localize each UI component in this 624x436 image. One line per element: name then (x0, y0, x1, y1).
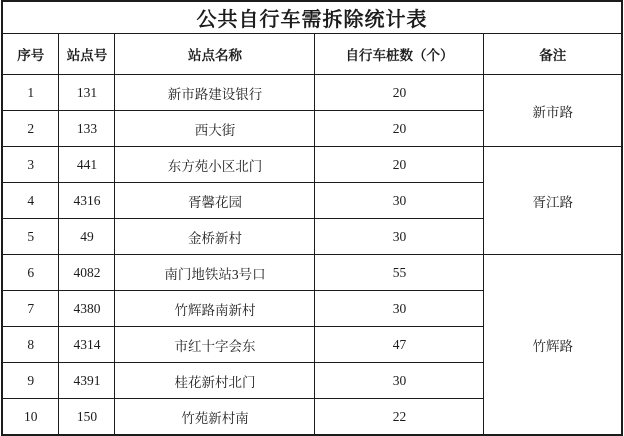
cell-remark-group-1: 新市路 (484, 75, 622, 147)
cell-remark-group-3: 竹辉路 (484, 255, 622, 436)
cell-piles: 55 (315, 255, 484, 291)
header-station-name: 站点名称 (115, 34, 315, 75)
cell-seq: 10 (2, 399, 59, 436)
cell-station-id: 4380 (59, 291, 115, 327)
cell-station-name: 金桥新村 (115, 219, 315, 255)
cell-piles: 22 (315, 399, 484, 436)
cell-station-name: 竹苑新村南 (115, 399, 315, 436)
cell-seq: 3 (2, 147, 59, 183)
header-pile-count: 自行车桩数（个） (315, 34, 484, 75)
cell-station-name: 新市路建设银行 (115, 75, 315, 111)
cell-seq: 8 (2, 327, 59, 363)
cell-station-id: 131 (59, 75, 115, 111)
cell-station-id: 4314 (59, 327, 115, 363)
cell-seq: 4 (2, 183, 59, 219)
cell-piles: 30 (315, 363, 484, 399)
cell-piles: 20 (315, 147, 484, 183)
header-station-id: 站点号 (59, 34, 115, 75)
table-row (2, 75, 622, 111)
header-remark: 备注 (484, 34, 622, 75)
cell-station-id: 4082 (59, 255, 115, 291)
cell-station-id: 4316 (59, 183, 115, 219)
header-row (2, 34, 622, 75)
cell-station-id: 49 (59, 219, 115, 255)
header-seq: 序号 (2, 34, 59, 75)
cell-station-name: 胥馨花园 (115, 183, 315, 219)
cell-station-name: 南门地铁站3号口 (115, 255, 315, 291)
title-row (2, 1, 622, 34)
cell-seq: 5 (2, 219, 59, 255)
cell-piles: 30 (315, 183, 484, 219)
cell-remark-group-2: 胥江路 (484, 147, 622, 255)
table-title: 公共自行车需拆除统计表 (2, 1, 622, 34)
cell-seq: 6 (2, 255, 59, 291)
cell-station-name: 西大街 (115, 111, 315, 147)
cell-piles: 47 (315, 327, 484, 363)
cell-seq: 7 (2, 291, 59, 327)
cell-seq: 9 (2, 363, 59, 399)
cell-piles: 30 (315, 219, 484, 255)
cell-piles: 20 (315, 111, 484, 147)
cell-station-name: 市红十字会东 (115, 327, 315, 363)
bike-removal-table (1, 0, 623, 436)
cell-station-id: 4391 (59, 363, 115, 399)
cell-station-name: 竹辉路南新村 (115, 291, 315, 327)
cell-piles: 20 (315, 75, 484, 111)
cell-seq: 1 (2, 75, 59, 111)
table-row (2, 147, 622, 183)
cell-piles: 30 (315, 291, 484, 327)
cell-station-id: 441 (59, 147, 115, 183)
cell-seq: 2 (2, 111, 59, 147)
cell-station-id: 150 (59, 399, 115, 436)
table-row (2, 255, 622, 291)
cell-station-name: 桂花新村北门 (115, 363, 315, 399)
cell-station-id: 133 (59, 111, 115, 147)
cell-station-name: 东方苑小区北门 (115, 147, 315, 183)
